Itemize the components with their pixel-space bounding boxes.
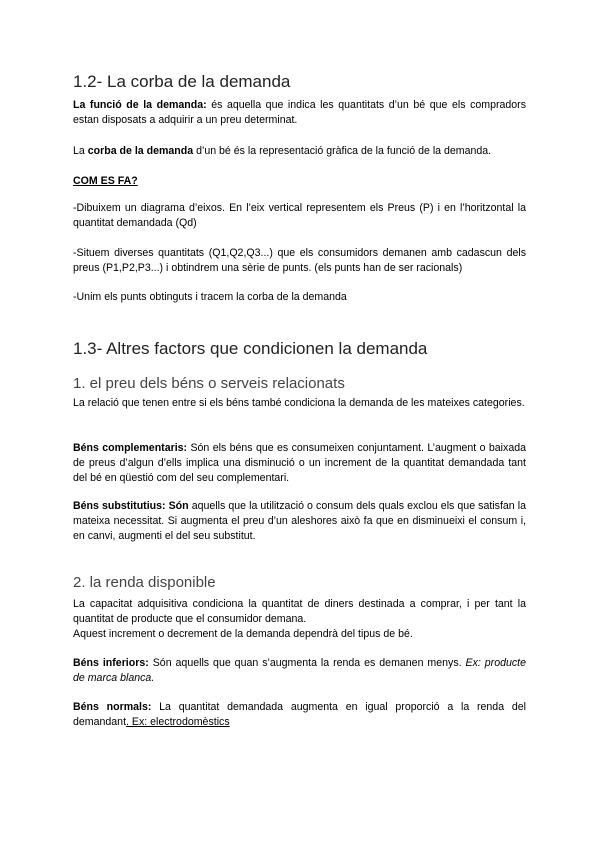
demand-curve-pre: La <box>73 145 88 157</box>
paragraph-demand-function <box>73 98 526 128</box>
inferior-goods-label: Béns inferiors: <box>73 657 149 669</box>
normal-goods-text: La quantitat demandada augmenta en igual proporció a la renda del demandant <box>73 701 526 729</box>
subheading-disposable-income: 2. la renda disponible <box>73 574 216 591</box>
demand-curve-label: corba de la demanda <box>87 145 194 157</box>
substitute-goods-label: Béns substitutius: Són <box>73 500 189 512</box>
section-heading-1-2: 1.2- La corba de la demanda <box>73 72 291 91</box>
inferior-goods-text: Són aquells que quan s’augmenta la renda es demanen menys. <box>148 657 466 669</box>
subheading-related-goods: 1. el preu dels béns o serveis relacionats <box>73 375 345 392</box>
step-3: -Unim els punts obtinguts i tracem la corba de la demanda <box>73 291 347 303</box>
paragraph-income-2: Aquest increment o decrement de la demanda dependrà del tipus de bé. <box>73 628 413 640</box>
demand-function-text: és aquella que indica les quantitats d’un bé que els compradors estan disposats a adquirir a un preu determinat. <box>73 99 526 127</box>
step-1: -Dibuixem un diagrama d’eixos. En l’eix vertical representem els Preus (P) i en l’horitzontal la quantitat demandada (Qd) <box>73 202 526 230</box>
paragraph-substitute-goods <box>73 499 526 545</box>
step-2: -Situem diverses quantitats (Q1,Q2,Q3...) que els consumidors demanen amb cadascun dels preus (P1,P2,P3...) i obtindrem una sèrie de punts. (els punts han de ser racionals) <box>73 247 526 275</box>
paragraph-normal-goods <box>73 700 526 730</box>
paragraph-related-goods-intro: La relació que tenen entre si els béns també condiciona la demanda de les mateixes categories. <box>73 397 525 409</box>
inferior-goods-example: Ex: producte de marca blanca. <box>73 657 526 685</box>
complementary-goods-text: Són els béns que es consumeixen conjuntament. L’augment o baixada de preus d’algun d’ells implica una disminució o un increment de la quantitat demandada tant del bé en qüestió com del seu complementari. <box>73 442 527 485</box>
section-heading-1-3: 1.3- Altres factors que condicionen la demanda <box>73 339 428 358</box>
demand-curve-text: d’un bé és la representació gràfica de la funció de la demanda. <box>193 145 492 157</box>
normal-goods-label: Béns normals: <box>73 701 152 713</box>
paragraph-income-1: La capacitat adquisitiva condiciona la quantitat de diners destinada a comprar, i per tant la quantitat de producte que el consumidor demana. <box>73 598 526 626</box>
demand-function-label: La funció de la demanda: <box>73 99 207 111</box>
paragraph-complementary-goods <box>73 441 526 487</box>
complementary-goods-label: Béns complementaris: <box>73 442 188 454</box>
how-to-heading: COM ES FA? <box>73 175 138 187</box>
normal-goods-example: . Ex: electrodomèstics <box>126 716 230 729</box>
paragraph-inferior-goods <box>73 656 526 686</box>
paragraph-demand-curve <box>73 144 526 159</box>
substitute-goods-text: aquells que la utilització o consum dels quals exclou els que satisfan la mateixa necessitat. Si augmenta el preu d’un aleshores això fa que en disminueixi el consum i, en canvi, augmenti el del seu substitut. <box>73 500 526 543</box>
